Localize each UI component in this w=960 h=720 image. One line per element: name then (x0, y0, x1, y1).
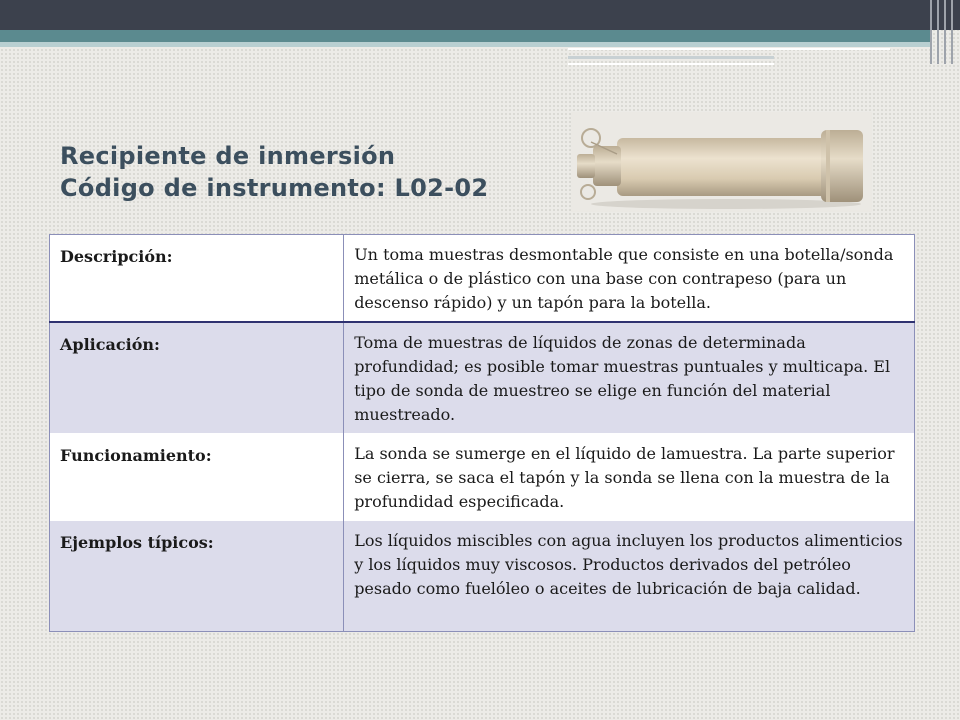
decor-stripe (930, 0, 932, 64)
row-value: Los líquidos miscibles con agua incluyen los productos alimenticios y los líquidos muy viscosos. Productos derivados del petróleo pesado como fuelóleo o aceites de lubricación de baja calidad. (344, 521, 915, 632)
row-value: La sonda se sumerge en el líquido de lamuestra. La parte superior se cierra, se saca el tapón y la sonda se llena con la muestra de la profundidad especificada. (344, 434, 915, 521)
table-row (50, 235, 915, 323)
decor-line (568, 56, 774, 59)
info-table (49, 234, 915, 632)
sample-bottle-photo (571, 112, 872, 212)
row-label: Aplicación: (50, 322, 344, 434)
title-line-1: Recipiente de inmersión (60, 142, 396, 170)
row-label: Funcionamiento: (50, 434, 344, 521)
accent-bar-light (0, 42, 930, 47)
row-value: Toma de muestras de líquidos de zonas de determinada profundidad; es posible tomar muestras puntuales y multicapa. El tipo de sonda de muestreo se elige en función del material muestreado. (344, 322, 915, 434)
accent-bar (0, 30, 930, 42)
row-label: Descripción: (50, 235, 344, 323)
decor-stripe (944, 0, 946, 64)
sample-bottle-image (571, 112, 872, 212)
decor-line (568, 63, 774, 65)
slide-title (60, 140, 488, 204)
table-row (50, 434, 915, 521)
decor-stripe (951, 0, 953, 64)
decor-line (568, 48, 890, 50)
table-row (50, 521, 915, 632)
table-row (50, 322, 915, 434)
title-line-2: Código de instrumento: L02-02 (60, 174, 489, 202)
decor-stripe (937, 0, 939, 64)
top-decor-bar (0, 0, 960, 30)
row-label: Ejemplos típicos: (50, 521, 344, 632)
row-value: Un toma muestras desmontable que consiste en una botella/sonda metálica o de plástico con una base con contrapeso (para un descenso rápido) y un tapón para la botella. (344, 235, 915, 323)
